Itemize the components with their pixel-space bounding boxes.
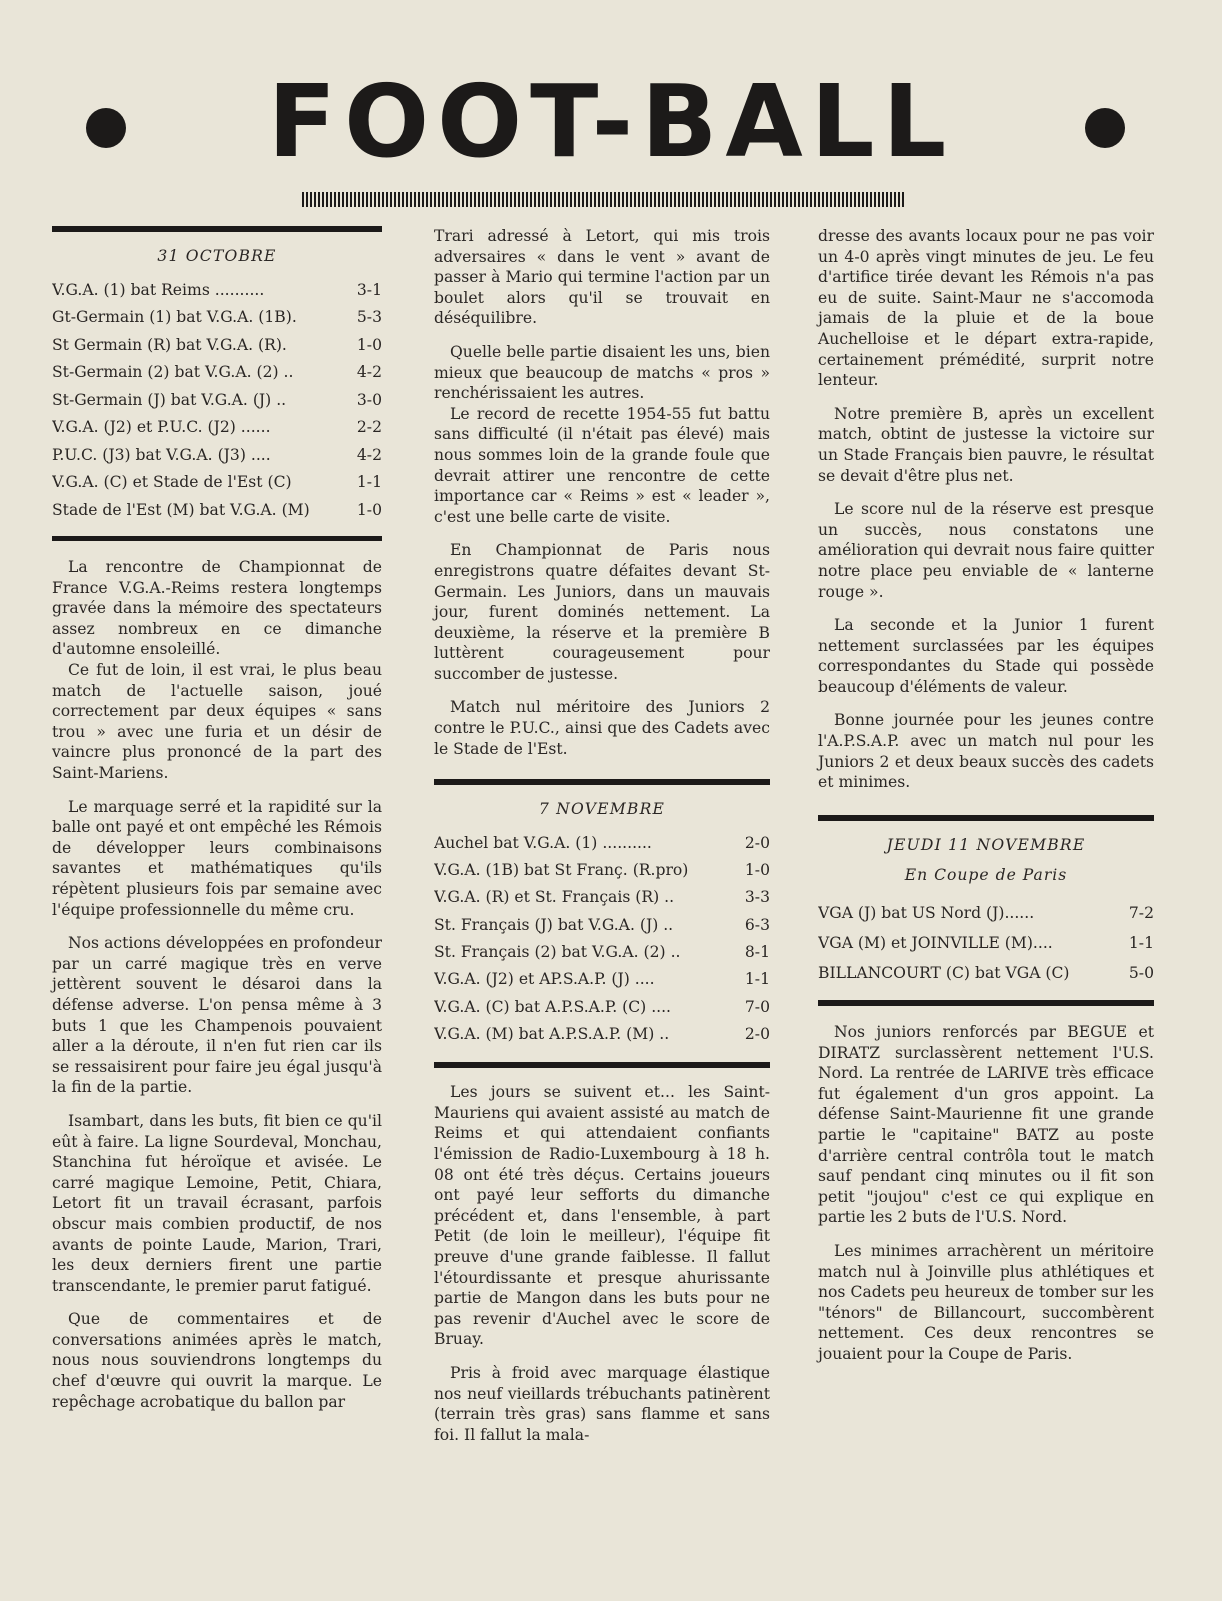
section-divider: [818, 1000, 1154, 1006]
column-2: [434, 226, 770, 1445]
paragraph: Isambart, dans les buts, fit bien ce qu'il eût à faire. La ligne Sourdeval, Monchau, Stanchina fut héroïque et avisée. Le carré magique Lemoine, Petit, Chiara, Letort fit un travail écrasant, parfois obscur mais combien productif, de nos avants de pointe Laude, Marion, Trari, les deux derniers firent une partie transcendante, le premier parut fatigué.: [52, 1111, 382, 1295]
result-row: V.G.A. (J2) et AP.S.A.P. (J) .... 1-1: [434, 970, 770, 989]
section-divider: [818, 815, 1154, 821]
column-3: [818, 226, 1154, 1365]
result-row: St-Germain (J) bat V.G.A. (J) .. 3-0: [52, 390, 382, 409]
date-heading-11-november: JEUDI 11 NOVEMBRE: [886, 835, 1086, 854]
paragraph: Pris à froid avec marquage élastique nos neuf vieillards trébuchants patinèrent (terrain très gras) sans flamme et sans foi. Il fallut la mala-: [434, 1363, 770, 1444]
paragraph: La seconde et la Junior 1 furent nettement surclassées par les équipes correspondantes du Stade qui possède beaucoup d'éléments de valeur.: [818, 616, 1154, 696]
paragraph: Match nul méritoire des Juniors 2 contre le P.U.C., ainsi que des Cadets avec le Stade de l'Est.: [434, 698, 770, 758]
result-row: BILLANCOURT (C) bat VGA (C) 5-0: [818, 964, 1154, 983]
section-divider: [52, 536, 382, 541]
section-divider: [52, 226, 382, 232]
result-row: V.G.A. (R) et St. Français (R) .. 3-3: [434, 888, 770, 907]
paragraph: Nos juniors renforcés par BEGUE et DIRATZ surclassèrent nettement l'U.S. Nord. La rentrée de LARIVE très efficace fut également d'un gros appoint. La défense Saint-Maurienne fit une grande partie le "capitaine" BATZ au poste d'arrière central contrôla tout le match sauf pendant cinq minutes ou il fit son petit "joujou" c'est ce qui explique en partie les 2 buts de l'U.S. Nord.: [818, 1023, 1154, 1227]
section-divider: [434, 1062, 770, 1068]
date-heading-7-november: 7 NOVEMBRE: [538, 800, 666, 819]
paragraph: Le score nul de la réserve est presque un succès, nous constatons une amélioration qui devrait nous faire quitter notre place peu enviable de « lanterne rouge ».: [818, 500, 1154, 601]
bullet-right-icon: [1085, 108, 1125, 148]
result-row: V.G.A. (1) bat Reims .......... 3-1: [52, 280, 382, 299]
column-1: [52, 226, 382, 1412]
paragraph: Trari adressé à Letort, qui mis trois adversaires « dans le vent » avant de passer à Mario qui termine l'action par un boulet alors qu'il se trouvait en déséquilibre.: [434, 227, 770, 328]
paragraph: Les minimes arrachèrent un méritoire match nul à Joinville plus athlétiques et nos Cadets peu heureux de tomber sur les "ténors" de Billancourt, succombèrent nettement. Ces deux rencontres se jouaient pour la Coupe de Paris.: [818, 1241, 1154, 1363]
results-list-11-november: [818, 898, 1154, 988]
result-row: Stade de l'Est (M) bat V.G.A. (M) 1-0: [52, 500, 382, 519]
paragraph: Quelle belle partie disaient les uns, bien mieux que beaucoup de matchs « pros » renchérissaient les autres.: [434, 342, 770, 403]
paragraph: En Championnat de Paris nous enregistrons quatre défaites devant St-Germain. Les Juniors, dans un mauvais jour, furent dominés nettement. La deuxième, la réserve et la première B luttèrent courageusement pour succomber de justesse.: [434, 541, 770, 683]
result-row: St Germain (R) bat V.G.A. (R). 1-0: [52, 335, 382, 354]
result-row: V.G.A. (1B) bat St Franç. (R.pro) 1-0: [434, 861, 770, 880]
results-list-31-october: [52, 277, 382, 525]
result-row: St-Germain (2) bat V.G.A. (2) .. 4-2: [52, 363, 382, 382]
result-row: VGA (M) et JOINVILLE (M).... 1-1: [818, 934, 1154, 953]
paragraph: Le marquage serré et la rapidité sur la balle ont payé et ont empêché les Rémois de développer leurs combinaisons savantes et mathématiques qu'ils répètent plusieurs fois par semaine avec l'équipe professionnelle du même cru.: [52, 797, 382, 919]
result-row: VGA (J) bat US Nord (J)...... 7-2: [818, 904, 1154, 923]
result-row: St. Français (2) bat V.G.A. (2) .. 8-1: [434, 943, 770, 962]
paragraph: Nos actions développées en profondeur par un carré magique très en verve jettèrent souvent le désaroi dans la défense adverse. L'on pensa même à 3 buts 1 que les Champenois pouvaient aller a la déroute, il n'en fut rien car ils se ressaisirent pour faire jeu égal jusqu'à la fin de la partie.: [52, 934, 382, 1097]
paragraph: dresse des avants locaux pour ne pas voir un 4-0 après vingt minutes de jeu. Le feu d'artifice tirée devant les Rémois n'a pas eu de suite. Saint-Maur ne s'accomoda jamais de la pluie et de la boue Auchelloise et le départ extra-rapide, certainement prémédité, surprit notre lenteur.: [818, 227, 1154, 390]
section-divider: [434, 779, 770, 785]
result-row: Auchel bat V.G.A. (1) .......... 2-0: [434, 833, 770, 852]
result-row: V.G.A. (J2) et P.U.C. (J2) ...... 2-2: [52, 418, 382, 437]
result-row: P.U.C. (J3) bat V.G.A. (J3) .... 4-2: [52, 445, 382, 464]
paragraph: La rencontre de Championnat de France V.G.A.-Reims restera longtemps gravée dans la mémoire des spectateurs assez nombreux en ce dimanche d'automne ensoleillé.: [52, 558, 382, 659]
date-heading-31-october: 31 OCTOBRE: [157, 247, 277, 265]
sub-heading-coupe-de-paris: En Coupe de Paris: [904, 866, 1068, 885]
paragraph: Notre première B, après un excellent match, obtint de justesse la victoire sur un Stade Français bien pauvre, le résultat se devait d'être plus net.: [818, 404, 1154, 485]
result-row: V.G.A. (C) bat A.P.S.A.P. (C) .... 7-0: [434, 997, 770, 1016]
paragraph: Le record de recette 1954-55 fut battu sans difficulté (il n'était pas élevé) mais nous sommes loin de la grande foule que devrait attirer une rencontre de cette importance car « Reims » est « leader », c'est une belle carte de visite.: [434, 404, 770, 526]
page-title: FOOT-BALL: [267, 63, 955, 180]
result-row: V.G.A. (M) bat A.P.S.A.P. (M) .. 2-0: [434, 1024, 770, 1043]
result-row: St. Français (J) bat V.G.A. (J) .. 6-3: [434, 915, 770, 934]
paragraph: Ce fut de loin, il est vrai, le plus beau match de l'actuelle saison, joué correctement par deux équipes « sans trou » avec une furia et un désir de vaincre plus prononcé de la part des Saint-Mariens.: [52, 661, 382, 783]
result-row: Gt-Germain (1) bat V.G.A. (1B). 5-3: [52, 308, 382, 327]
paragraph: Que de commentaires et de conversations animées après le match, nous nous souviendrons longtemps du chef d'œuvre qui ouvrit la marque. Le repêchage acrobatique du ballon par: [52, 1310, 382, 1411]
result-row: V.G.A. (C) et Stade de l'Est (C) 1-1: [52, 473, 382, 492]
paragraph: Bonne journée pour les jeunes contre l'A.P.S.A.P. avec un match nul pour les Juniors 2 et deux beaux succès des cadets et minimes.: [818, 711, 1154, 792]
title-underline: [302, 192, 904, 207]
results-list-7-november: [434, 830, 770, 1048]
paragraph: Les jours se suivent et... les Saint-Mauriens qui avaient assisté au match de Reims et qui attendaient confiants l'émission de Radio-Luxembourg à 18 h. 08 ont été très déçus. Certains joueurs ont payé leur sefforts du dimanche précédent et, dans l'ensemble, à part Petit (de loin le meilleur), l'équipe fit preuve d'une grande faiblesse. Il fallut l'étourdissante et presque ahurissante partie de Mangon dans les buts pour ne pas revenir d'Auchel avec le score de Bruay.: [434, 1083, 770, 1349]
